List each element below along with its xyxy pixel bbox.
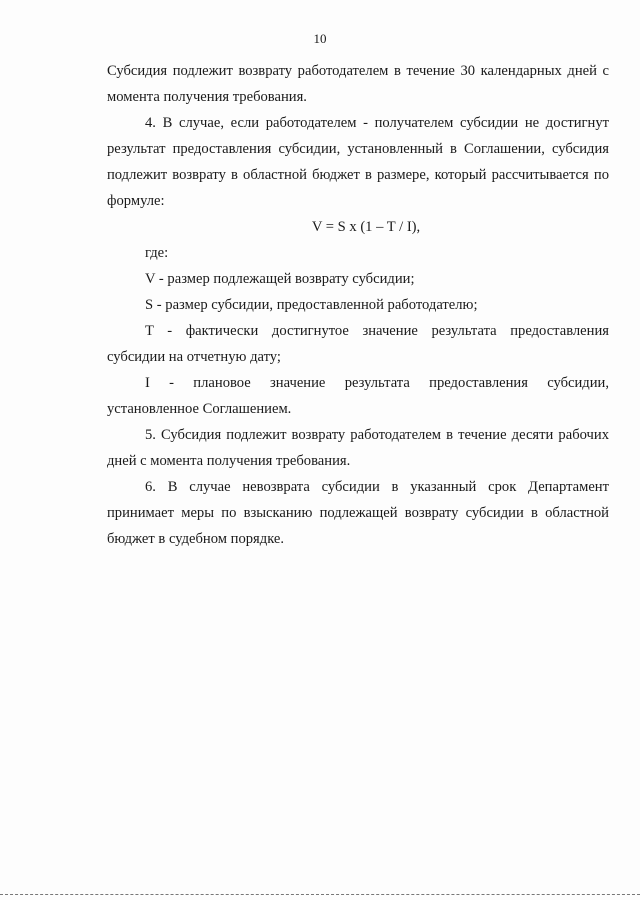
page-number: 10 [313, 31, 327, 46]
paragraph-clause-5: 5. Субсидия подлежит возврату работодателем в течение десяти рабочих дней с момента получения требования. [107, 427, 609, 469]
definition-s: S - размер субсидии, предоставленной работодателю; [145, 297, 478, 313]
paragraph-clause-4: 4. В случае, если работодателем - получателем субсидии не достигнут результат предоставления субсидии, установленный в Соглашении, субсидия подлежит возврату в областной бюджет в размере, который рассчитывается по формуле: [107, 115, 609, 209]
paragraph-clause-6: 6. В случае невозврата субсидии в указанный срок Департамент принимает меры по взысканию подлежащей возврату субсидии в областной бюджет в судебном порядке. [107, 479, 609, 547]
formula: V = S x (1 – T / I), [311, 219, 421, 235]
definition-i: I - плановое значение результата предоставления субсидии, установленное Соглашением. [107, 375, 609, 417]
definition-t: T - фактически достигнутое значение результата предоставления субсидии на отчетную дату; [107, 323, 609, 365]
bottom-scan-edge [0, 894, 640, 895]
formula-where-label: где: [145, 245, 169, 261]
document-body [107, 58, 609, 552]
paragraph-refund-term: Субсидия подлежит возврату работодателем в течение 30 календарных дней с момента получения требования. [107, 63, 609, 105]
definition-v: V - размер подлежащей возврату субсидии; [145, 271, 415, 287]
